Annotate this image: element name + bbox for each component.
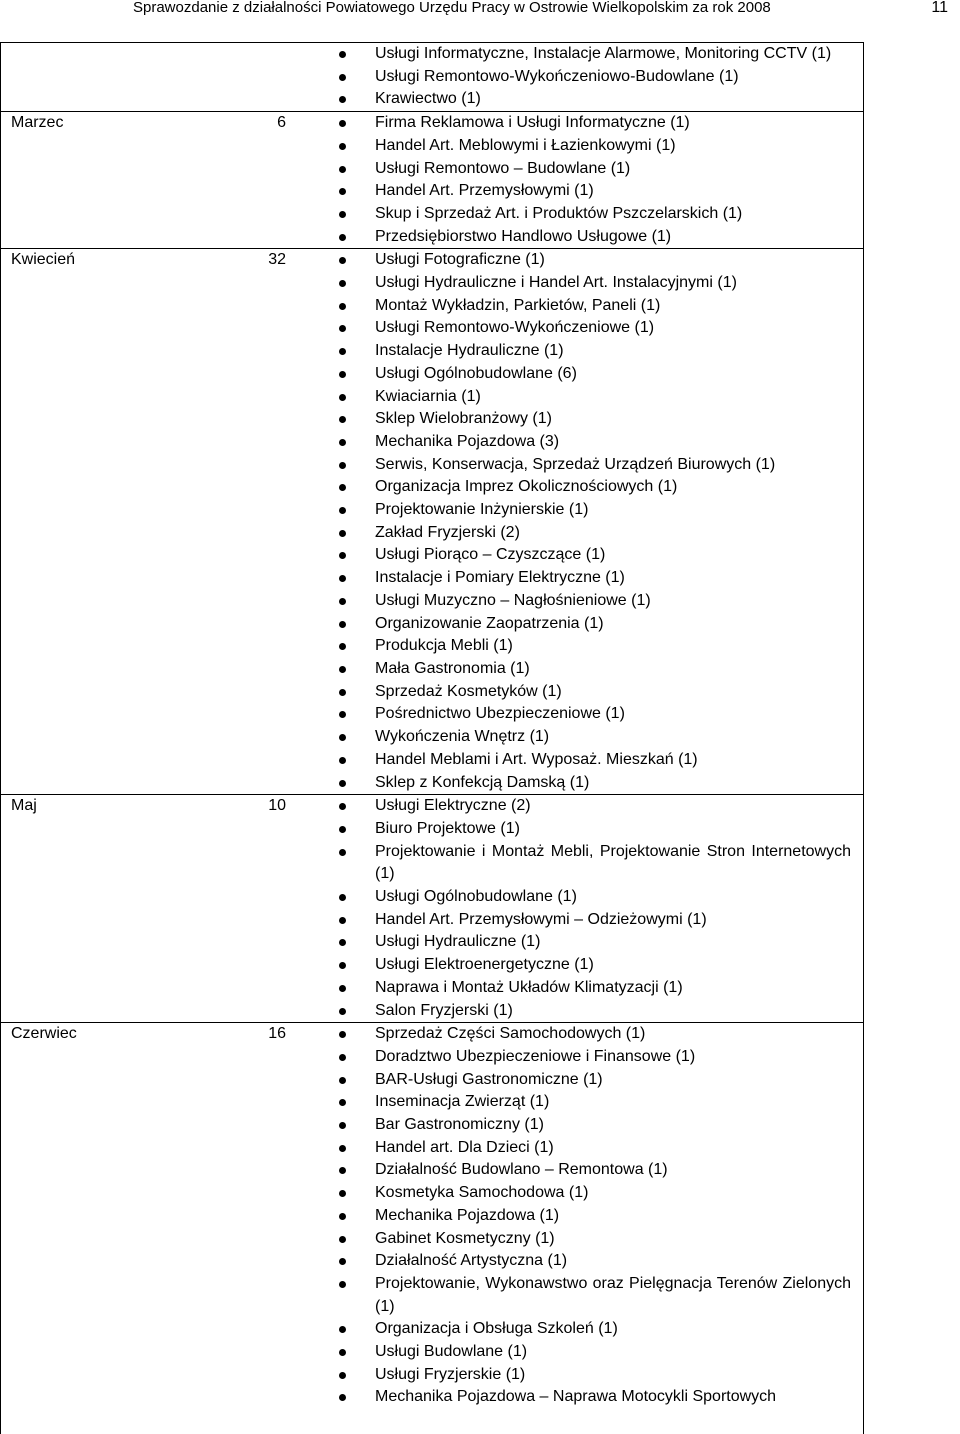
list-item: Usługi Fotograficzne (1): [375, 249, 851, 272]
list-item: BAR-Usługi Gastronomiczne (1): [375, 1069, 851, 1092]
activity-list: [1, 1023, 851, 1409]
list-item: Mechanika Pojazdowa (3): [375, 431, 851, 454]
list-item: Sprzedaż Części Samochodowych (1): [375, 1023, 851, 1046]
list-item: Organizowanie Zaopatrzenia (1): [375, 613, 851, 636]
month-name: Czerwiec: [11, 1025, 77, 1043]
list-item: Organizacja Imprez Okolicznościowych (1): [375, 476, 851, 499]
month-count: 6: [277, 114, 286, 132]
list-item: Działalność Artystyczna (1): [375, 1250, 851, 1273]
list-item: Usługi Fryzjerskie (1): [375, 1364, 851, 1387]
list-item: Salon Fryzjerski (1): [375, 1000, 851, 1023]
business-activity-table: [0, 42, 864, 1434]
list-item: Przedsiębiorstwo Handlowo Usługowe (1): [375, 226, 851, 249]
list-item: Usługi Ogólnobudowlane (6): [375, 363, 851, 386]
list-item: Handel art. Dla Dzieci (1): [375, 1137, 851, 1160]
list-item: Usługi Piorąco – Czyszczące (1): [375, 544, 851, 567]
list-item: Usługi Elektroenergetyczne (1): [375, 954, 851, 977]
list-item: Sprzedaż Kosmetyków (1): [375, 681, 851, 704]
list-item: Usługi Remontowo-Wykończeniowe (1): [375, 317, 851, 340]
list-item: Usługi Muzyczno – Nagłośnieniowe (1): [375, 590, 851, 613]
list-item: Usługi Remontowo – Budowlane (1): [375, 158, 851, 181]
list-item: Kwiaciarnia (1): [375, 386, 851, 409]
month-name: Kwiecień: [11, 251, 76, 269]
list-item: Handel Art. Przemysłowymi – Odzieżowymi (1): [375, 909, 851, 932]
list-item: Organizacja i Obsługa Szkoleń (1): [375, 1318, 851, 1341]
activity-list: [1, 43, 851, 111]
page-number: 11: [931, 0, 948, 16]
list-item: Handel Meblami i Art. Wyposaż. Mieszkań (1): [375, 749, 851, 772]
list-item: Gabinet Kosmetyczny (1): [375, 1228, 851, 1251]
list-item: Handel Art. Przemysłowymi (1): [375, 180, 851, 203]
list-item: Usługi Budowlane (1): [375, 1341, 851, 1364]
activity-list: [1, 249, 851, 794]
list-item: Zakład Fryzjerski (2): [375, 522, 851, 545]
list-item: Usługi Elektryczne (2): [375, 795, 851, 818]
list-item: Handel Art. Meblowymi i Łazienkowymi (1): [375, 135, 851, 158]
month-count: 32: [268, 251, 286, 269]
list-item: Usługi Hydrauliczne i Handel Art. Instalacyjnymi (1): [375, 272, 851, 295]
list-item: Projektowanie Inżynierskie (1): [375, 499, 851, 522]
list-item: Usługi Informatyczne, Instalacje Alarmowe, Monitoring CCTV (1): [375, 43, 851, 66]
month-count: 16: [268, 1025, 286, 1043]
list-item: Pośrednictwo Ubezpieczeniowe (1): [375, 703, 851, 726]
list-item: Projektowanie, Wykonawstwo oraz Pielęgnacja Terenów Zielonych (1): [375, 1273, 851, 1318]
list-item: Serwis, Konserwacja, Sprzedaż Urządzeń Biurowych (1): [375, 454, 851, 477]
list-item: Wykończenia Wnętrz (1): [375, 726, 851, 749]
list-item: Sklep Wielobranżowy (1): [375, 408, 851, 431]
list-item: Bar Gastronomiczny (1): [375, 1114, 851, 1137]
list-item: Mechanika Pojazdowa – Naprawa Motocykli Sportowych: [375, 1386, 851, 1409]
list-item: Naprawa i Montaż Układów Klimatyzacji (1): [375, 977, 851, 1000]
page-header: [0, 0, 960, 40]
list-item: Instalacje i Pomiary Elektryczne (1): [375, 567, 851, 590]
month-row: [1, 43, 863, 112]
month-row: [1, 112, 863, 249]
list-item: Sklep z Konfekcją Damską (1): [375, 772, 851, 795]
list-item: Działalność Budowlano – Remontowa (1): [375, 1159, 851, 1182]
list-item: Instalacje Hydrauliczne (1): [375, 340, 851, 363]
list-item: Mechanika Pojazdowa (1): [375, 1205, 851, 1228]
list-item: Projektowanie i Montaż Mebli, Projektowanie Stron Internetowych (1): [375, 841, 851, 886]
list-item: Doradztwo Ubezpieczeniowe i Finansowe (1): [375, 1046, 851, 1069]
list-item: Skup i Sprzedaż Art. i Produktów Pszczelarskich (1): [375, 203, 851, 226]
list-item: Firma Reklamowa i Usługi Informatyczne (1): [375, 112, 851, 135]
activity-list: [1, 795, 851, 1022]
list-item: Usługi Ogólnobudowlane (1): [375, 886, 851, 909]
list-item: Mała Gastronomia (1): [375, 658, 851, 681]
month-name: Marzec: [11, 114, 64, 132]
month-name: Maj: [11, 797, 37, 815]
month-row: [1, 249, 863, 795]
list-item: Krawiectwo (1): [375, 88, 851, 111]
document-title: Sprawozdanie z działalności Powiatowego Urzędu Pracy w Ostrowie Wielkopolskim za rok 2008: [133, 0, 771, 16]
month-row: [1, 1023, 863, 1409]
month-count: 10: [268, 797, 286, 815]
list-item: Usługi Remontowo-Wykończeniowo-Budowlane (1): [375, 66, 851, 89]
list-item: Montaż Wykładzin, Parkietów, Paneli (1): [375, 295, 851, 318]
list-item: Inseminacja Zwierząt (1): [375, 1091, 851, 1114]
list-item: Biuro Projektowe (1): [375, 818, 851, 841]
activity-list: [1, 112, 851, 248]
month-row: [1, 795, 863, 1023]
list-item: Usługi Hydrauliczne (1): [375, 931, 851, 954]
list-item: Kosmetyka Samochodowa (1): [375, 1182, 851, 1205]
list-item: Produkcja Mebli (1): [375, 635, 851, 658]
